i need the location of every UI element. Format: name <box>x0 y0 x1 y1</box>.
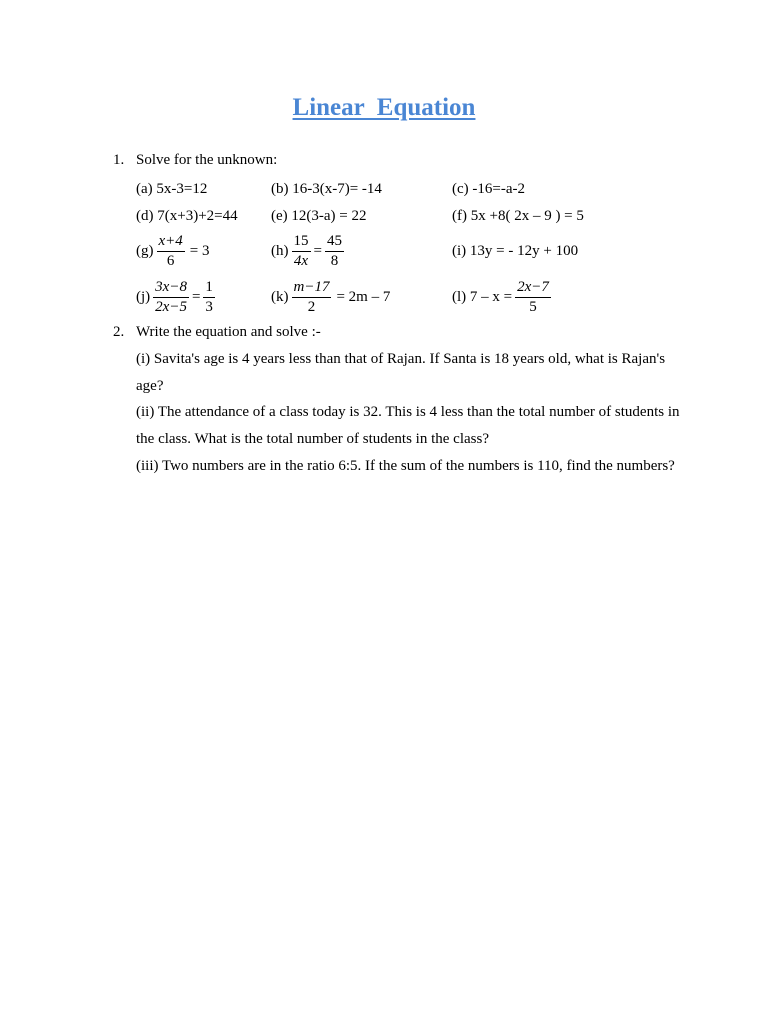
item-h-denominator-left: 4x <box>293 252 309 269</box>
item-j-fraction-right <box>203 278 215 317</box>
item-g <box>136 229 210 273</box>
item-h-fraction-right <box>325 232 344 271</box>
question-2-number: 2. <box>113 324 125 340</box>
item-j-numerator-right: 1 <box>203 278 215 298</box>
item-k-rest: = 2m – 7 <box>336 288 391 305</box>
item-h-numerator-right: 45 <box>325 232 344 252</box>
question-1-text: Solve for the unknown: <box>136 152 278 168</box>
item-i: (i) 13y = - 12y + 100 <box>452 242 579 259</box>
item-k <box>271 275 390 319</box>
item-k-numerator: m−17 <box>292 278 332 298</box>
item-h-numerator-left: 15 <box>292 232 311 252</box>
item-g-numerator: x+4 <box>157 232 185 252</box>
item-l-fraction <box>515 278 551 317</box>
item-d: (d) 7(x+3)+2=44 <box>136 207 238 224</box>
item-j-label: (j) <box>136 288 151 305</box>
item-j-denominator-left: 2x−5 <box>155 298 187 315</box>
item-e: (e) 12(3-a) = 22 <box>271 207 367 224</box>
item-k-label: (k) <box>271 288 289 305</box>
item-l-denominator: 5 <box>529 298 537 315</box>
item-c: (c) -16=-a-2 <box>452 180 526 197</box>
item-l-numerator: 2x−7 <box>515 278 551 298</box>
question-2-part-iii: (iii) Two numbers are in the ratio 6:5. If the sum of the numbers is 110, find the numbers? <box>136 458 675 474</box>
item-k-denominator: 2 <box>307 298 316 315</box>
item-g-label: (g) <box>136 242 154 259</box>
item-h-equals: = <box>313 242 322 259</box>
item-l <box>452 275 554 319</box>
item-j-equals: = <box>191 288 201 305</box>
page-title: Linear Equation <box>292 94 476 121</box>
item-h-label: (h) <box>271 242 289 259</box>
item-h <box>271 229 347 273</box>
item-g-denominator: 6 <box>166 252 175 269</box>
item-l-label: (l) 7 – x = <box>452 288 513 305</box>
item-j-fraction-left <box>153 278 189 317</box>
item-f: (f) 5x +8( 2x – 9 ) = 5 <box>452 207 584 224</box>
item-j-numerator-left: 3x−8 <box>153 278 189 298</box>
item-j <box>136 275 218 319</box>
item-h-fraction-left <box>292 232 311 271</box>
item-j-denominator-right: 3 <box>205 298 213 315</box>
item-k-fraction <box>292 278 332 317</box>
question-2-text: Write the equation and solve :- <box>136 324 321 340</box>
question-2-part-ii: (ii) The attendance of a class today is 32. This is 4 less than the total number of students in the class. What is the total number of students in the class? <box>136 404 680 447</box>
item-g-rest: = 3 <box>189 242 210 259</box>
item-h-denominator-right: 8 <box>330 252 339 269</box>
item-g-fraction <box>157 232 185 271</box>
item-a: (a) 5x-3=12 <box>136 180 208 197</box>
item-b: (b) 16-3(x-7)= -14 <box>271 180 382 197</box>
question-1-number: 1. <box>113 152 125 168</box>
question-2-part-i: (i) Savita's age is 4 years less than that of Rajan. If Santa is 18 years old, what is Rajan's age? <box>136 351 666 394</box>
